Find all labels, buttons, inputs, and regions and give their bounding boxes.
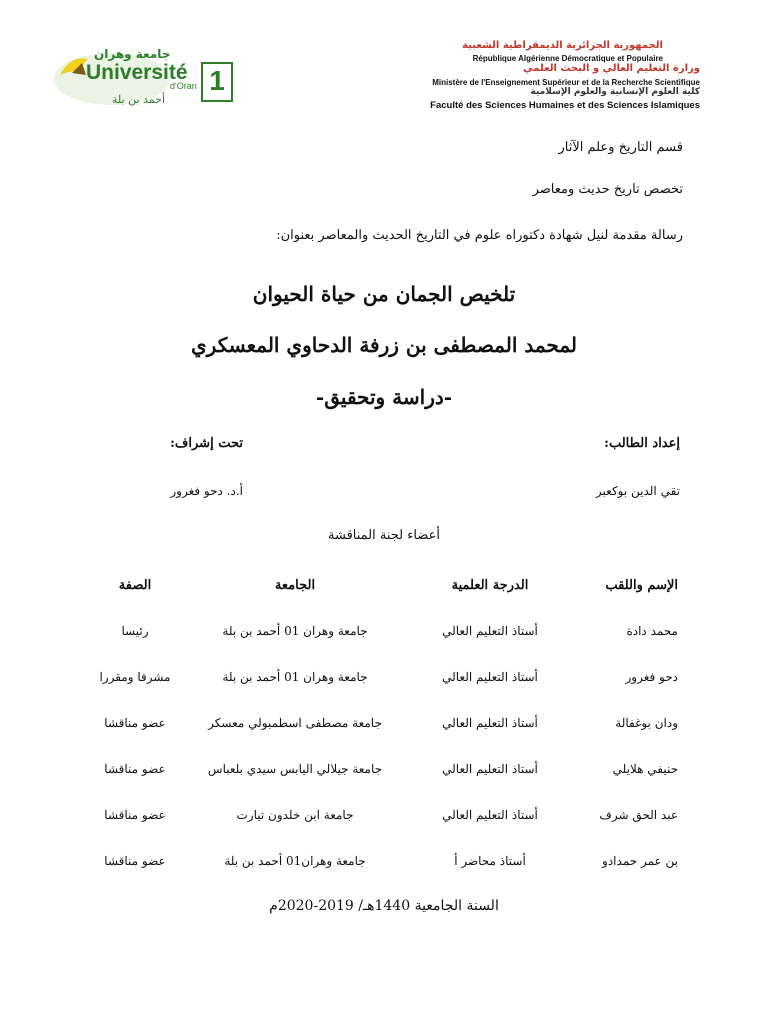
- thesis-subtitle: -دراسة وتحقيق-: [315, 385, 453, 409]
- table-row: [0, 714, 768, 760]
- supervision-label: تحت إشراف:: [170, 436, 243, 451]
- thesis-title: تلخيص الجمان من حياة الحيوان: [252, 282, 516, 306]
- cell-university: جامعة مصطفى اسطمبولي معسكر: [208, 716, 382, 730]
- cell-role: عضو مناقشا: [104, 762, 166, 776]
- committee-rows: [0, 622, 768, 898]
- logo-fr-city: d'Oran: [170, 81, 197, 91]
- thesis-line: رسالة مقدمة لنيل شهادة دكتوراه علوم في التاريخ الحديث والمعاصر بعنوان:: [276, 228, 683, 243]
- col-header-role: الصفة: [118, 578, 152, 593]
- cell-rank: أستاذ التعليم العالي: [442, 808, 538, 822]
- student-name: تقي الدين بوكعبر: [595, 484, 680, 498]
- cell-name: دحو فغرور: [625, 670, 678, 684]
- cell-name: حنيفي هلايلي: [612, 762, 678, 776]
- cell-role: مشرفا ومقررا: [99, 670, 171, 684]
- cell-rank: أستاذ التعليم العالي: [442, 762, 538, 776]
- cell-name: عبد الحق شرف: [599, 808, 678, 822]
- header-ar-republic: الجمهورية الجزائرية الديمقراطية الشعبية: [462, 40, 663, 51]
- cell-university: جامعة وهران 01 أحمد بن بلة: [222, 670, 368, 684]
- logo-ar-sub: أحمد بن بلة: [112, 93, 166, 106]
- supervisor-name: أ.د. دحو فغرور: [170, 484, 243, 498]
- cell-rank: أستاذ التعليم العالي: [442, 624, 538, 638]
- table-row: [0, 806, 768, 852]
- cell-university: جامعة جيلالي اليابس سيدي بلعباس: [207, 762, 383, 776]
- table-header-row: [0, 576, 768, 606]
- logo-number: 1: [209, 65, 225, 96]
- cell-name: محمد دادة: [626, 624, 678, 638]
- header-fr-republic: République Algérienne Démocratique et Populaire: [472, 54, 663, 63]
- cell-university: جامعة وهران 01 أحمد بن بلة: [222, 624, 368, 638]
- cell-name: ودان بوغفالة: [615, 716, 678, 730]
- col-header-rank: الدرجة العلمية: [451, 578, 529, 593]
- cell-name: بن عمر حمدادو: [602, 854, 678, 868]
- prepared-by-label: إعداد الطالب:: [604, 436, 680, 451]
- header-fr-faculty: Faculté des Sciences Humaines et des Sciences Islamiques: [430, 100, 700, 111]
- header-ar-ministry: وزارة التعليم العالي و البحث العلمي: [523, 63, 700, 74]
- logo-ar-name: جامعة وهران: [94, 47, 171, 61]
- cell-role: عضو مناقشا: [104, 854, 166, 868]
- university-logo: [50, 45, 235, 115]
- col-header-name: الإسم واللقب: [605, 578, 678, 593]
- table-row: [0, 622, 768, 668]
- thesis-author-title: لمحمد المصطفى بن زرفة الدحاوي المعسكري: [191, 333, 577, 357]
- cell-role: عضو مناقشا: [104, 808, 166, 822]
- committee-table: [0, 576, 768, 606]
- cell-university: جامعة وهران01 أحمد بن بلة: [224, 854, 366, 868]
- col-header-university: الجامعة: [274, 578, 316, 593]
- academic-year: السنة الجامعية 1440هـ/ 2019-2020م: [269, 898, 499, 914]
- header-fr-ministry: Ministère de l'Enseignement Supérieur et de la Recherche Scientifique: [432, 78, 700, 87]
- cell-rank: أستاذ التعليم العالي: [442, 716, 538, 730]
- specialty-line: تخصص تاريخ حديث ومعاصر: [532, 182, 683, 197]
- cell-rank: أستاذ محاضر أ: [454, 854, 526, 868]
- header-ar-faculty: كلية العلوم الإنسانية والعلوم الإسلامية: [530, 87, 700, 97]
- cell-rank: أستاذ التعليم العالي: [442, 670, 538, 684]
- table-row: [0, 852, 768, 898]
- cell-role: رئيسا: [121, 624, 149, 638]
- department-line: قسم التاريخ وعلم الآثار: [558, 140, 683, 155]
- committee-heading: أعضاء لجنة المناقشة: [328, 528, 440, 543]
- cell-university: جامعة ابن خلدون تيارت: [236, 808, 354, 822]
- table-row: [0, 760, 768, 806]
- logo-fr-name: Université: [86, 61, 188, 84]
- cell-role: عضو مناقشا: [104, 716, 166, 730]
- table-row: [0, 668, 768, 714]
